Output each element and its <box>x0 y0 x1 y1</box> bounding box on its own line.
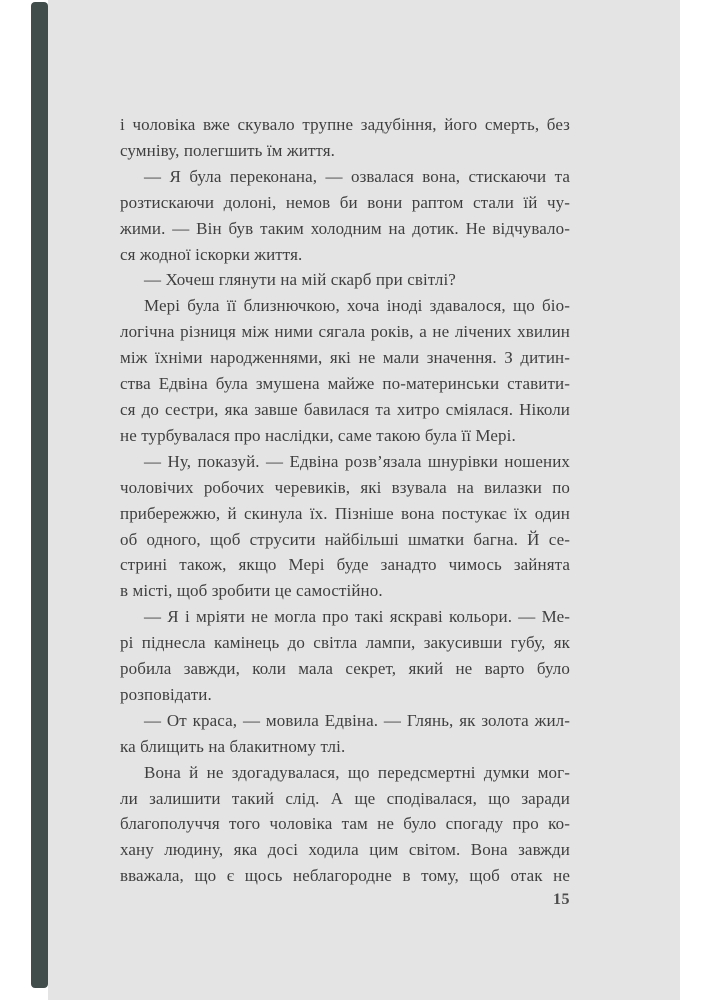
text-line: вважала, що є щось неблагородне в тому, щоб отак не <box>120 866 570 886</box>
text-line: ли залишити такий слід. А ще сподівалася, що заради <box>120 788 570 808</box>
paragraph <box>120 449 570 604</box>
text-column <box>120 112 570 889</box>
text-line: ства Едвіна була змушена майже по-материнськи ставити- <box>120 374 570 394</box>
text-line: логічна різниця між ними сягала років, а не лічених хвилин <box>120 322 570 342</box>
reader-page[interactable] <box>48 0 680 1000</box>
text-line: стрині також, якщо Мері буде занадто чимось зайнята <box>120 555 570 575</box>
text-line: — Я була переконана, — озвалася вона, стискаючи та <box>144 166 570 186</box>
text-line: розтискаючи долоні, немов би вони раптом стали їй чу- <box>120 192 570 212</box>
text-line: благополуччя того чоловіка там не було спогаду про ко- <box>120 814 570 834</box>
text-line: і чоловіка вже скувало трупне задубіння, його смерть, без <box>120 115 570 134</box>
text-line: об одного, щоб струсити найбільші шматки багна. Й се- <box>120 529 570 549</box>
text-line: ка блищить на блакитному тлі. <box>120 736 346 756</box>
text-line: чоловічих робочих черевиків, які взувала на вилазки по <box>120 477 570 497</box>
text-line: ся до сестри, яка завше бавилася та хитро сміялася. Ніколи <box>120 399 570 419</box>
text-line: — Я і мріяти не могла про такі яскраві кольори. — Ме- <box>144 607 570 627</box>
text-line: — Хочеш глянути на мій скарб при світлі? <box>144 270 456 290</box>
text-line: сумніву, полегшить їм життя. <box>120 140 335 160</box>
paragraph <box>120 164 570 268</box>
text-line: рі піднесла камінець до світла лампи, закусивши губу, як <box>120 633 570 653</box>
text-line: ся жодної іскорки життя. <box>120 244 303 264</box>
text-line: — От краса, — мовила Едвіна. — Глянь, як золота жил- <box>144 710 570 730</box>
page-number: 15 <box>553 891 570 908</box>
text-line: прибережжю, й скинула їх. Пізніше вона постукає їх один <box>120 503 570 523</box>
text-line: не турбувалася про наслідки, саме такою була її Мері. <box>120 425 516 445</box>
text-line: розповідати. <box>120 684 212 704</box>
text-line: хану людину, яка досі ходила цим світом. Вона завжди <box>120 840 570 860</box>
paragraph <box>120 760 570 890</box>
text-line: жими. — Він був таким холодним на дотик. Не відчувало- <box>120 218 570 238</box>
text-line: робила завжди, коли мала секрет, який не варто було <box>120 659 570 679</box>
text-line: між їхніми народженнями, які не мали значення. З дитин- <box>120 348 570 368</box>
paragraph <box>120 708 570 760</box>
text-line: — Ну, показуй. — Едвіна розв’язала шнурівки ношених <box>144 451 570 471</box>
paragraph <box>120 293 570 448</box>
text-line: Мері була її близнючкою, хоча іноді здавалося, що біо- <box>144 296 570 316</box>
paragraph <box>120 267 570 293</box>
left-scrollbar[interactable] <box>31 2 48 988</box>
paragraph <box>120 112 570 164</box>
text-line: в місті, щоб зробити це самостійно. <box>120 581 383 601</box>
paragraph <box>120 604 570 708</box>
text-line: Вона й не здогадувалася, що передсмертні думки мог- <box>144 762 570 782</box>
